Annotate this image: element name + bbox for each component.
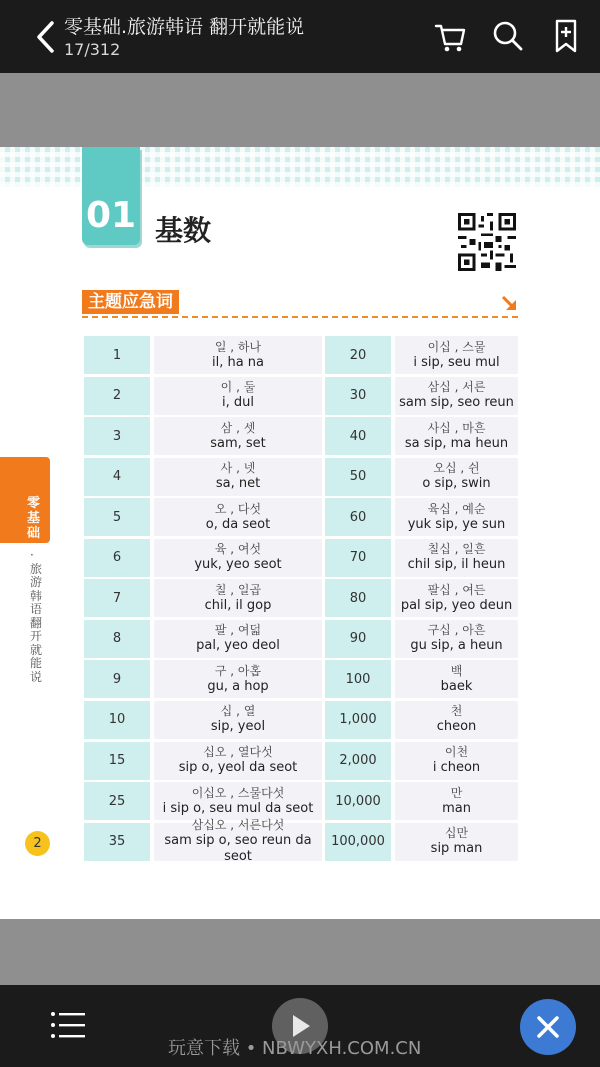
number-cell: 2	[84, 377, 150, 415]
table-row	[84, 701, 518, 739]
korean-word: 삼 , 셋	[220, 420, 256, 435]
number-cell: 1,000	[325, 701, 391, 739]
word-cell	[395, 377, 518, 415]
romanization: pal, yeo deol	[196, 638, 280, 654]
romanization: chil, il gop	[204, 597, 272, 613]
word-cell	[154, 742, 322, 780]
romanization: sa, net	[215, 476, 261, 492]
number-cell: 7	[84, 579, 150, 617]
romanization: sam sip, seo reun	[399, 395, 514, 411]
table-row	[84, 579, 518, 617]
section-number: 01	[82, 147, 140, 245]
korean-word: 만	[450, 785, 463, 800]
korean-word: 육십 , 예순	[427, 501, 486, 516]
korean-word: 이십 , 스물	[427, 339, 486, 354]
word-cell	[154, 818, 322, 865]
number-cell: 3	[84, 417, 150, 455]
korean-word: 이 , 둘	[220, 380, 256, 395]
word-cell	[395, 458, 518, 496]
word-cell	[395, 498, 518, 536]
korean-word: 육 , 여섯	[214, 542, 262, 557]
romanization: i sip o, seu mul da seot	[162, 800, 314, 816]
word-cell	[395, 701, 518, 739]
romanization: gu, a hop	[207, 678, 269, 694]
number-cell: 6	[84, 539, 150, 577]
romanization: sip man	[430, 841, 483, 857]
watermark: 玩意下载 • NBWYXH.COM.CN	[168, 1038, 422, 1059]
table-row	[84, 458, 518, 496]
search-icon[interactable]	[490, 18, 524, 54]
table-row	[84, 539, 518, 577]
section-title: 基数	[155, 214, 212, 247]
table-row	[84, 498, 518, 536]
korean-word: 삼십 , 서른	[427, 380, 486, 395]
subheading-label: 主题应急词	[82, 290, 179, 314]
table-row	[84, 620, 518, 658]
number-cell: 4	[84, 458, 150, 496]
page-gutter-bottom	[0, 919, 600, 985]
number-cell: 90	[325, 620, 391, 658]
korean-word: 천	[450, 704, 463, 719]
romanization: yuk sip, ye sun	[407, 516, 506, 532]
page-gutter-top	[0, 73, 600, 147]
korean-word: 일 , 하나	[214, 339, 262, 354]
word-cell	[395, 742, 518, 780]
number-cell: 9	[84, 660, 150, 698]
romanization: i sip, seu mul	[413, 354, 500, 370]
korean-word: 칠 , 일곱	[214, 582, 262, 597]
word-cell	[154, 620, 322, 658]
romanization: baek	[440, 678, 473, 694]
romanization: man	[442, 800, 471, 816]
romanization: sa sip, ma heun	[404, 435, 509, 451]
romanization: pal sip, yeo deun	[400, 597, 513, 613]
table-row	[84, 417, 518, 455]
korean-word: 팔십 , 여든	[427, 582, 486, 597]
word-cell	[154, 336, 322, 374]
romanization: i, dul	[222, 395, 254, 411]
number-cell: 80	[325, 579, 391, 617]
number-cell: 2,000	[325, 742, 391, 780]
menu-icon[interactable]	[50, 1010, 86, 1040]
korean-word: 사십 , 마흔	[427, 420, 486, 435]
korean-word: 오 , 다섯	[214, 501, 262, 516]
table-row	[84, 782, 518, 820]
word-cell	[154, 660, 322, 698]
number-cell: 100	[325, 660, 391, 698]
number-cell: 15	[84, 742, 150, 780]
book-page	[0, 147, 600, 919]
korean-word: 십만	[444, 826, 469, 841]
side-tab-label: 零基础	[27, 496, 41, 541]
number-cell: 30	[325, 377, 391, 415]
word-cell	[395, 336, 518, 374]
word-cell	[395, 539, 518, 577]
romanization: il, ha na	[211, 354, 265, 370]
romanization: gu sip, a heun	[410, 638, 503, 654]
number-cell: 50	[325, 458, 391, 496]
korean-word: 십오 , 열다섯	[203, 745, 273, 759]
romanization: o, da seot	[205, 516, 271, 532]
romanization: o sip, swin	[422, 476, 491, 492]
korean-word: 팔 , 여덟	[214, 623, 262, 638]
korean-word: 구십 , 아흔	[427, 623, 486, 638]
page-counter: 17/312	[64, 40, 121, 59]
korean-word: 구 , 아홉	[214, 663, 262, 678]
number-cell: 20	[325, 336, 391, 374]
word-cell	[395, 620, 518, 658]
word-cell	[395, 579, 518, 617]
arrow-down-right-icon	[500, 294, 518, 312]
top-bar	[0, 0, 600, 73]
number-cell: 1	[84, 336, 150, 374]
table-row	[84, 336, 518, 374]
table-row	[84, 377, 518, 415]
close-icon	[520, 999, 576, 1055]
table-row	[84, 660, 518, 698]
romanization: sip, yeol	[210, 719, 266, 735]
romanization: cheon	[436, 719, 477, 735]
side-running-title: ·旅游韩语 翻开就能说	[30, 548, 43, 684]
word-cell	[154, 377, 322, 415]
subheading-bar	[82, 290, 518, 318]
number-cell: 40	[325, 417, 391, 455]
word-cell	[154, 417, 322, 455]
number-cell: 10,000	[325, 782, 391, 820]
korean-word: 이천	[444, 745, 469, 759]
number-cell: 10	[84, 701, 150, 739]
number-cell: 70	[325, 539, 391, 577]
number-cell: 35	[84, 823, 150, 861]
number-cell: 5	[84, 498, 150, 536]
romanization: chil sip, il heun	[407, 557, 506, 573]
word-cell	[154, 498, 322, 536]
word-cell	[154, 579, 322, 617]
word-cell	[395, 660, 518, 698]
korean-word: 사 , 넷	[220, 461, 256, 476]
romanization: i cheon	[432, 760, 481, 775]
number-cell: 100,000	[325, 823, 391, 861]
number-cell: 25	[84, 782, 150, 820]
close-button[interactable]	[520, 999, 576, 1055]
bookmark-icon[interactable]	[549, 18, 583, 54]
korean-word: 이십오 , 스물다섯	[191, 785, 285, 800]
back-icon[interactable]	[34, 20, 58, 54]
cart-icon[interactable]	[433, 18, 467, 54]
number-cell: 60	[325, 498, 391, 536]
word-cell	[395, 823, 518, 861]
page-number-badge: 2	[25, 831, 50, 856]
qr-code-icon	[457, 213, 517, 271]
romanization: sam sip o, seo reun da seot	[164, 833, 312, 865]
word-cell	[154, 782, 322, 820]
word-cell	[395, 782, 518, 820]
word-cell	[154, 701, 322, 739]
korean-word: 삼십오 , 서른다섯	[191, 818, 285, 833]
korean-word: 백	[450, 663, 463, 678]
korean-word: 칠십 , 일흔	[427, 542, 486, 557]
number-cell: 8	[84, 620, 150, 658]
korean-word: 오십 , 쉰	[433, 461, 480, 476]
table-row	[84, 742, 518, 780]
book-title: 零基础.旅游韩语 翻开就能说	[64, 16, 305, 38]
korean-word: 십 , 열	[220, 704, 256, 719]
table-row	[84, 818, 518, 865]
word-cell	[395, 417, 518, 455]
romanization: sam, set	[210, 435, 266, 451]
word-cell	[154, 539, 322, 577]
word-cell	[154, 458, 322, 496]
romanization: yuk, yeo seot	[194, 557, 282, 573]
romanization: sip o, yeol da seot	[178, 760, 298, 775]
